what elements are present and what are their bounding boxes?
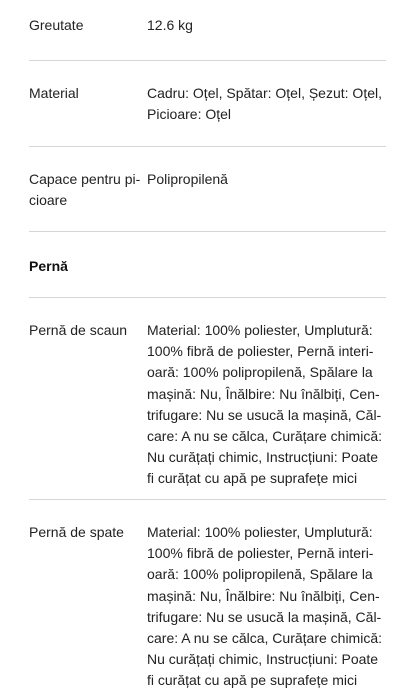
- divider: [29, 146, 386, 147]
- spec-value-line: fi curățat cu apă pe suprafețe mici: [147, 672, 358, 689]
- spec-label-feet-caps-line: cioare: [29, 192, 68, 208]
- spec-value-line: care: A nu se călca, Curățare chimică:: [147, 630, 382, 647]
- spec-label-material: Material: [29, 85, 79, 101]
- spec-value-material-line: Cadru: Oțel, Spătar: Oțel, Șezut: Oțel,: [147, 85, 382, 101]
- spec-row-feet-caps: [29, 169, 386, 213]
- spec-row-back-cushion: [29, 522, 386, 694]
- divider: [29, 297, 386, 298]
- spec-value-material: [147, 83, 386, 125]
- spec-value-feet-caps: Polipropilenă: [147, 171, 228, 187]
- spec-value-line: Material: 100% poliester, Umplutură:: [147, 524, 373, 540]
- divider: [29, 60, 386, 61]
- spec-label-weight: Greutate: [29, 17, 84, 33]
- spec-value-line: fi curățat cu apă pe suprafețe mici: [147, 470, 358, 487]
- divider: [29, 499, 386, 500]
- spec-label-seat-cushion: Pernă de scaun: [29, 322, 128, 338]
- section-title-cushion: Pernă: [29, 258, 68, 274]
- spec-row-weight: [29, 15, 386, 37]
- spec-value-line: 100% fibră de poliester, Pernă interi-: [147, 545, 374, 562]
- divider: [29, 231, 386, 232]
- spec-value-back-cushion: [147, 522, 386, 692]
- spec-value-line: 100% fibră de poliester, Pernă interi-: [147, 343, 374, 360]
- spec-value-line: oară: 100% polipropilenă, Spălare la: [147, 566, 373, 583]
- spec-value-line: care: A nu se călca, Curățare chimică:: [147, 428, 382, 445]
- spec-value-line: mașină: Nu, Înălbire: Nu înălbiți, Cen-: [147, 385, 380, 402]
- spec-value-line: Nu curățați chimic, Instrucțiuni: Poate: [147, 449, 379, 466]
- spec-row-material: [29, 83, 386, 127]
- spec-value-material-line: Picioare: Oțel: [147, 106, 232, 123]
- spec-value-seat-cushion: [147, 320, 386, 490]
- spec-row-seat-cushion: [29, 320, 386, 492]
- spec-label-feet-caps-line: Capace pentru pi-: [29, 171, 141, 187]
- spec-label-back-cushion: Pernă de spate: [29, 524, 124, 540]
- spec-value-line: trifugare: Nu se usucă la mașină, Căl-: [147, 406, 382, 423]
- spec-label-feet-caps: [29, 169, 141, 211]
- spec-value-line: trifugare: Nu se usucă la mașină, Căl-: [147, 608, 382, 625]
- spec-value-line: Nu curățați chimic, Instrucțiuni: Poate: [147, 651, 379, 668]
- spec-value-line: oară: 100% polipropilenă, Spălare la: [147, 364, 373, 381]
- spec-value-line: mașină: Nu, Înălbire: Nu înălbiți, Cen-: [147, 587, 380, 604]
- spec-value-line: Material: 100% poliester, Umplutură:: [147, 322, 373, 338]
- spec-value-weight: 12.6 kg: [147, 17, 193, 33]
